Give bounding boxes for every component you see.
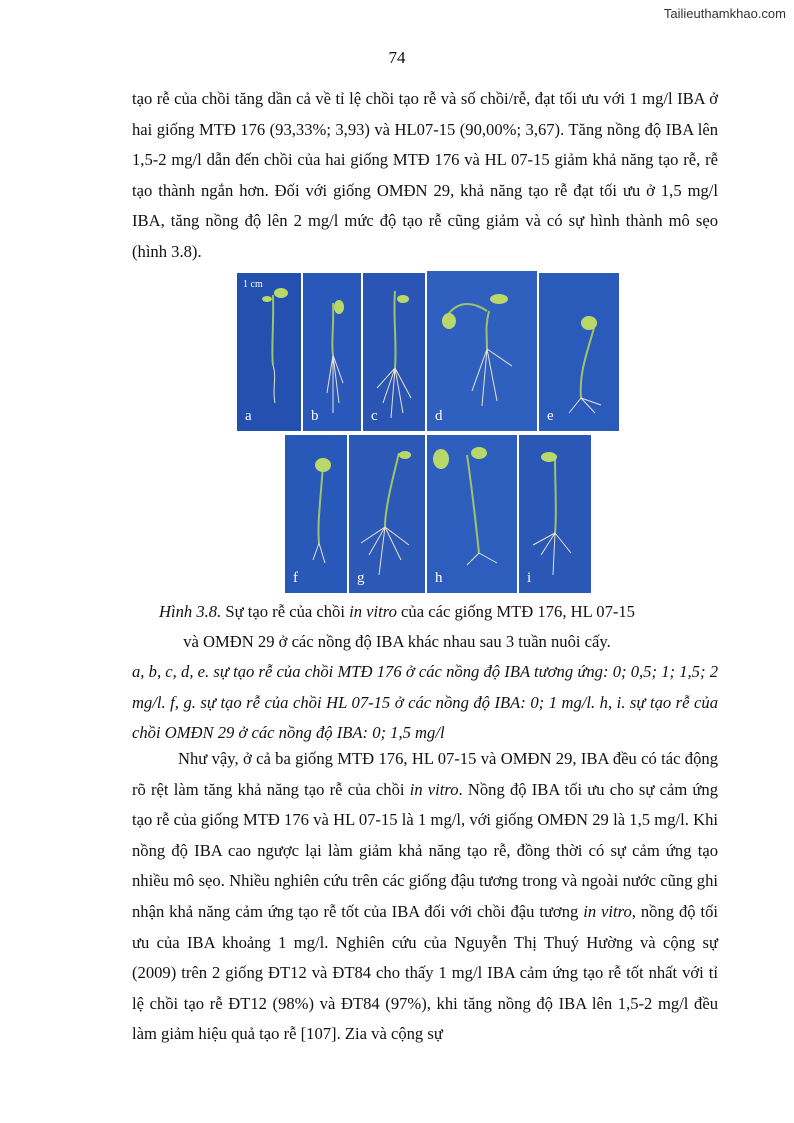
caption-text-a: Sự tạo rễ của chồi <box>221 602 350 621</box>
panel-label-c: c <box>371 408 378 424</box>
photo-panel-g <box>348 434 426 594</box>
photo-panel-c <box>362 272 426 432</box>
figure-3-8 <box>0 270 794 595</box>
figure-label: Hình 3.8. <box>159 602 222 621</box>
in-vitro-2: in vitro <box>583 901 632 921</box>
paragraph-2-text-2: . Nồng độ IBA tối ưu cho sự cảm ứng tạo rễ của giống MTĐ 176 và HL 07-15 là 1 mg/l, với giống OMĐN 29 là 1,5 mg/l. Khi nồng độ IBA cao ngược lại làm giảm khả năng tạo rễ, đồng thời có sự cảm ứng tạo nhiều mô sẹo. Nhiều nghiên cứu trên các giống đậu tương trong và ngoài nước cũng ghi nhận khả năng cảm ứng tạo rễ tốt của IBA đối với chồi đậu tương <box>132 779 719 921</box>
photo-panel-h <box>426 434 518 594</box>
photo-panel-d <box>426 270 538 432</box>
panel-label-a: a <box>245 408 252 424</box>
paragraph-2-text-1: Như vậy, ở cả ba giống MTĐ 176, HL 07-15 và OMĐN 29, IBA đều có tác động rõ rệt làm tăng khả năng tạo rễ của chồi <box>132 749 718 799</box>
caption-in-vitro: in vitro <box>349 602 397 621</box>
figure-caption-line2: và OMĐN 29 ở các nồng độ IBA khác nhau sau 3 tuần nuôi cấy. <box>183 632 611 651</box>
figure-legend: a, b, c, d, e. sự tạo rễ của chồi MTĐ 176 ở các nồng độ IBA tương ứng: 0; 0,5; 1; 1,5; 2 mg/l. f, g. sự tạo rễ của chồi HL 07-15 ở các nồng độ IBA: 0; 1 mg/l. h, i. sự tạo rễ của chồi OMĐN 29 ở các nồng độ IBA: 0; 1,5 mg/l <box>132 662 718 743</box>
page-number: 74 <box>388 48 406 67</box>
photo-panel-b <box>302 272 362 432</box>
caption-text-b: của các giống MTĐ 176, HL 07-15 <box>396 602 635 621</box>
photo-panel-f <box>284 434 348 594</box>
figure-caption-line1 <box>0 597 794 627</box>
plant-illustration-d <box>427 271 537 431</box>
in-vitro-1: in vitro <box>409 779 459 799</box>
paragraph-2-text-3: , nồng độ tối ưu của IBA khoảng 1 mg/l. Nghiên cứu của Nguyễn Thị Thuý Hường và cộng sự (2009) trên 2 giống ĐT12 và ĐT84 cho thấy 1 mg/l IBA cảm ứng tạo rễ tốt nhất với tỉ lệ chồi tạo rễ ĐT12 (98%) và ĐT84 (97%), khi tăng nồng độ IBA lên 1,5-2 mg/l đều làm giảm hiệu quả tạo rễ [107]. Zia và cộng sự <box>132 901 718 1044</box>
panel-label-d: d <box>435 408 443 424</box>
panel-label-b: b <box>311 408 319 424</box>
photo-panel-a <box>236 272 302 432</box>
panel-label-e: e <box>547 408 554 424</box>
photo-panel-e <box>538 272 620 432</box>
paragraph-1: tạo rễ của chồi tăng dần cả về tỉ lệ chồi tạo rễ và số chồi/rễ, đạt tối ưu với 1 mg/l IBA ở hai giống MTĐ 176 (93,33%; 3,93) và HL07-15 (90,00%; 3,67). Tăng nồng độ IBA lên 1,5-2 mg/l dẫn đến chồi của hai giống MTĐ 176 và HL 07-15 giảm khả năng tạo rễ, rễ tạo thành ngắn hơn. Đối với giống OMĐN 29, khả năng tạo rễ đạt tối ưu ở 1,5 mg/l IBA, tăng nồng độ lên 2 mg/l mức độ tạo rễ cũng giảm và có sự hình thành mô sẹo (hình 3.8). <box>132 89 718 261</box>
watermark: Tailieuthamkhao.com <box>663 6 786 21</box>
paragraph-2 <box>132 744 718 1050</box>
panel-label-i: i <box>527 570 532 586</box>
scale-bar: 1 cm <box>243 279 263 290</box>
photo-panel-i <box>518 434 592 594</box>
panel-label-f: f <box>293 570 298 586</box>
panel-label-g: g <box>357 570 365 586</box>
panel-label-h: h <box>435 570 443 586</box>
